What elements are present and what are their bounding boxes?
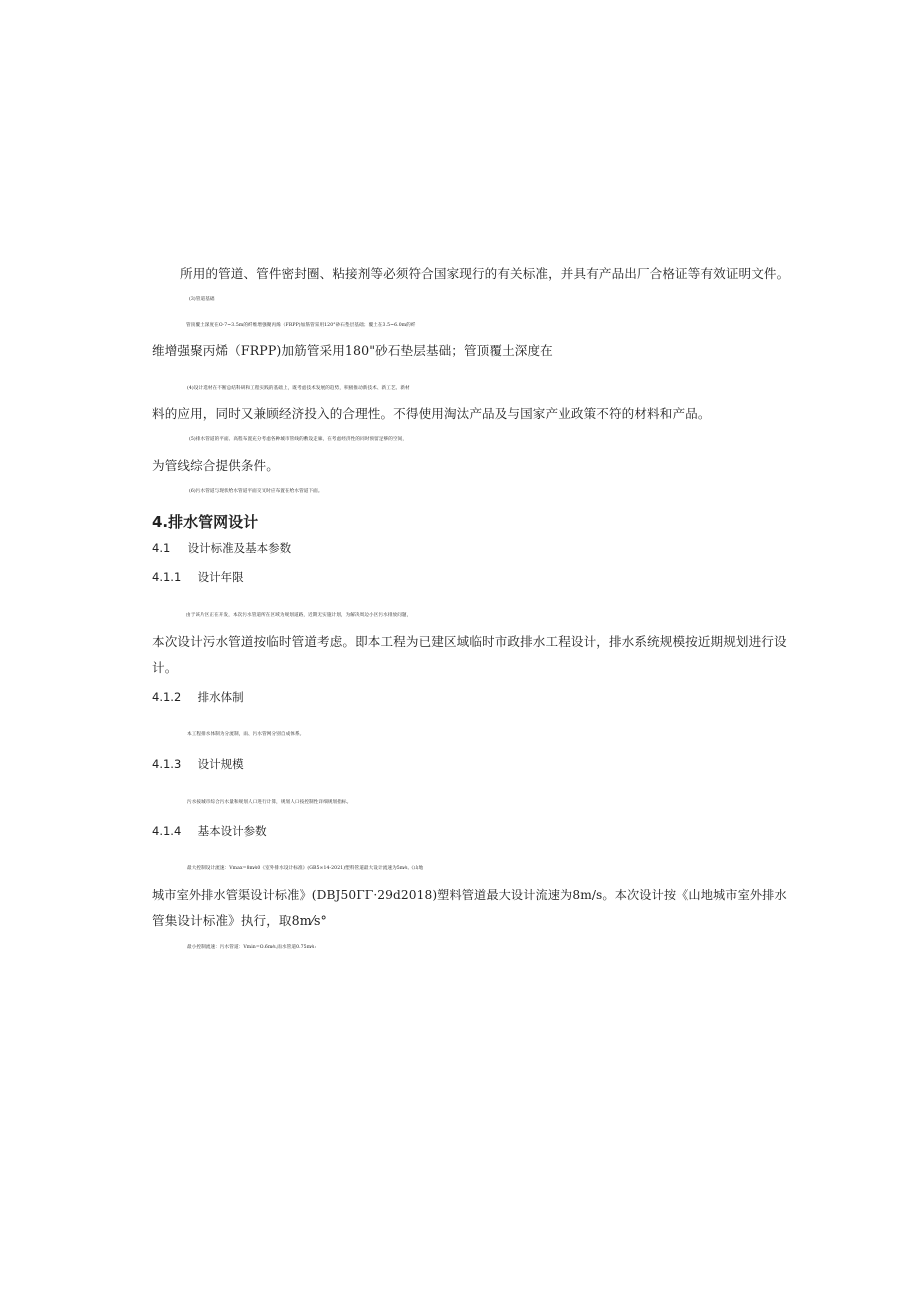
paragraph-line: 最大控制设计流速：Vmax=8m⁄s0《室外排水设计标准》(GB5∞14-2021)塑料管道最大设计流速为5m⁄s,《山地 — [187, 866, 424, 871]
subsection-title: 设计规模 — [197, 757, 244, 771]
subsection-number: 4.1.1 — [152, 570, 182, 584]
paragraph-line: 维增强聚丙烯（FRPP)加筋管采用180"砂石垫层基础；管顶覆土深度在 — [152, 343, 553, 358]
paragraph-line: 城市室外排水管渠设计标准》(DBJ50ΓΓ·29d2018)塑料管道最大设计流速为8m/s。本次设计按《山地城市室外排水 — [152, 888, 787, 902]
paragraph-line: 计。 — [152, 660, 178, 675]
subsection-heading — [152, 540, 291, 556]
item-heading: (3)管道基础 — [189, 297, 215, 302]
subsection-title: 设计年限 — [197, 570, 244, 584]
section-heading: 4.排水管网设计 — [152, 513, 259, 531]
subsection-heading — [152, 823, 267, 839]
paragraph-line: 管顶覆土深度在O·7~3.5m的纤维增强聚丙烯（FRPP)加筋管采用120°砂石垫层基础；覆土在3.5~6.0m的纤 — [186, 323, 416, 328]
paragraph-line: (6)污水管道与现状给水管道平面交叉时应布置在给水管道下面。 — [189, 489, 323, 494]
paragraph-line: 本工程排水体制为分流制，雨、污水管网分别自成体系。 — [187, 732, 305, 737]
paragraph-line: 污水按城市综合污水量和规划人口进行计算，规划人口按控制性详细规划指标。 — [187, 800, 352, 805]
paragraph-line: 由于该片区正在开发，本次污水管道所在区域为规划道路，近期无实施计划，为解决周边小区污水排放问题， — [186, 613, 412, 618]
paragraph-line: 料的应用，同时又兼顾经济投入的合理性。不得使用淘汰产品及与国家产业政策不符的材料和产品。 — [152, 406, 711, 421]
subsection-title: 排水体制 — [197, 690, 244, 704]
subsection-heading — [152, 569, 244, 585]
subsection-number: 4.1 — [152, 541, 171, 555]
subsection-number: 4.1.2 — [152, 690, 182, 704]
paragraph-line: (5)排水管道的平面、高程布置充分考虑各种城市管线的敷设走廊，在考虑经济性的同时预留足够的空间， — [189, 437, 408, 442]
paragraph-line: 管集设计标准》执行，取8m⁄s° — [152, 913, 327, 928]
paragraph-line: 为管线综合提供条件。 — [152, 458, 279, 473]
subsection-title: 设计标准及基本参数 — [187, 541, 292, 555]
paragraph-line: 最小控制流速：污水管道：Vmin=O.6m⁄s,雨水管道0.75m⁄s: — [187, 945, 317, 950]
subsection-heading — [152, 756, 244, 772]
paragraph-line: (4)设计选材在不断总结科研和工程实践的基础上，既考虑技术发展的趋势，积极推动新技术、新工艺、新材 — [187, 386, 410, 391]
paragraph-line: 所用的管道、管件密封圈、粘接剂等必须符合国家现行的有关标准，并具有产品出厂合格证等有效证明文件。 — [180, 266, 790, 281]
subsection-title: 基本设计参数 — [197, 824, 267, 838]
subsection-number: 4.1.3 — [152, 757, 182, 771]
paragraph-line: 本次设计污水管道按临时管道考虑。即本工程为已建区域临时市政排水工程设计，排水系统规模按近期规划进行设 — [152, 634, 787, 649]
subsection-heading — [152, 689, 244, 705]
subsection-number: 4.1.4 — [152, 824, 182, 838]
